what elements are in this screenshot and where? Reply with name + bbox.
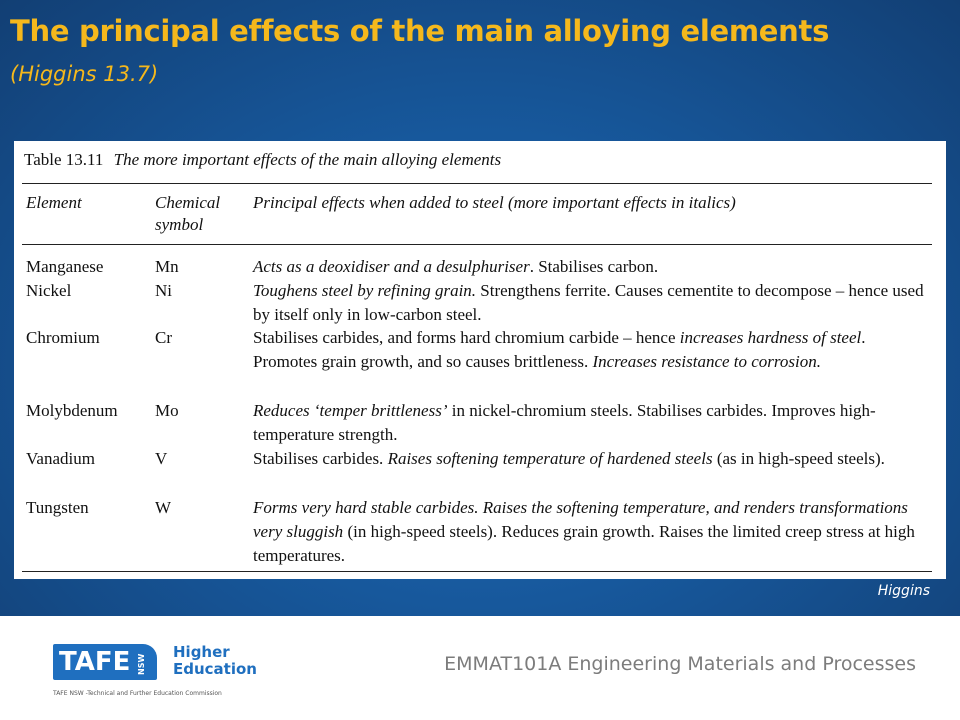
- tafe-logo-nsw: NSW: [137, 653, 146, 675]
- row-element: Vanadium: [26, 449, 95, 468]
- row-effects: Acts as a deoxidiser and a desulphuriser. Stabilises carbon.: [253, 257, 659, 276]
- row-element: Chromium: [26, 328, 100, 347]
- header-symbol: [155, 192, 220, 236]
- header-symbol-line1: Chemical: [155, 193, 221, 212]
- row-symbol: W: [155, 498, 172, 517]
- row-element: Molybdenum: [26, 401, 118, 420]
- table-top-rule: [22, 183, 932, 184]
- row-element: Nickel: [26, 281, 72, 300]
- table-header-rule: [22, 244, 932, 245]
- course-title: EMMAT101A Engineering Materials and Processes: [444, 653, 916, 675]
- row-symbol: Mo: [155, 401, 179, 420]
- table-caption-text: The more important effects of the main alloying elements: [113, 150, 502, 169]
- row-symbol: Ni: [155, 281, 172, 300]
- row-symbol: Cr: [155, 328, 172, 347]
- row-element: Tungsten: [26, 498, 89, 517]
- table-bottom-rule: [22, 571, 932, 572]
- row-effects: Stabilises carbides, and forms hard chromium carbide – hence increases hardness of steel. Promotes grain growth, and so causes brittleness. Increases resistance to corrosion.: [253, 328, 866, 371]
- row-effects: Forms very hard stable carbides. Raises the softening temperature, and renders transformations very sluggish (in high-speed steels). Reduces grain growth. Raises the limited creep stress at high temperatures.: [253, 498, 915, 565]
- slide-title: The principal effects of the main alloying elements: [10, 14, 830, 48]
- source-label: Higgins: [877, 583, 930, 599]
- slide-subtitle: (Higgins 13.7): [10, 62, 159, 86]
- higher-education-label: [173, 644, 257, 678]
- row-effects: Reduces ‘temper brittleness’ in nickel-chromium steels. Stabilises carbides. Improves high-temperature strength.: [253, 401, 876, 444]
- header-element: Element: [26, 193, 82, 212]
- education-label: Education: [173, 660, 257, 678]
- header-effects: Principal effects when added to steel (more important effects in italics): [253, 193, 736, 212]
- row-effects: Stabilises carbides. Raises softening temperature of hardened steels (as in high-speed steels).: [253, 449, 885, 468]
- table-caption-number: Table 13.11: [24, 150, 104, 169]
- row-symbol: V: [155, 449, 168, 468]
- commission-text: TAFE NSW -Technical and Further Education Commission: [53, 690, 222, 697]
- table-caption: [24, 150, 501, 170]
- row-element: Manganese: [26, 257, 104, 276]
- table-image: [14, 141, 946, 579]
- row-symbol: Mn: [155, 257, 179, 276]
- row-effects: Toughens steel by refining grain. Strengthens ferrite. Causes cementite to decompose – hence used by itself only in low-carbon steel.: [253, 281, 924, 324]
- higher-label: Higher: [173, 643, 230, 661]
- tafe-logo-word: TAFE: [59, 647, 131, 677]
- tafe-logo-mark: [53, 644, 157, 680]
- header-symbol-line2: symbol: [155, 215, 204, 234]
